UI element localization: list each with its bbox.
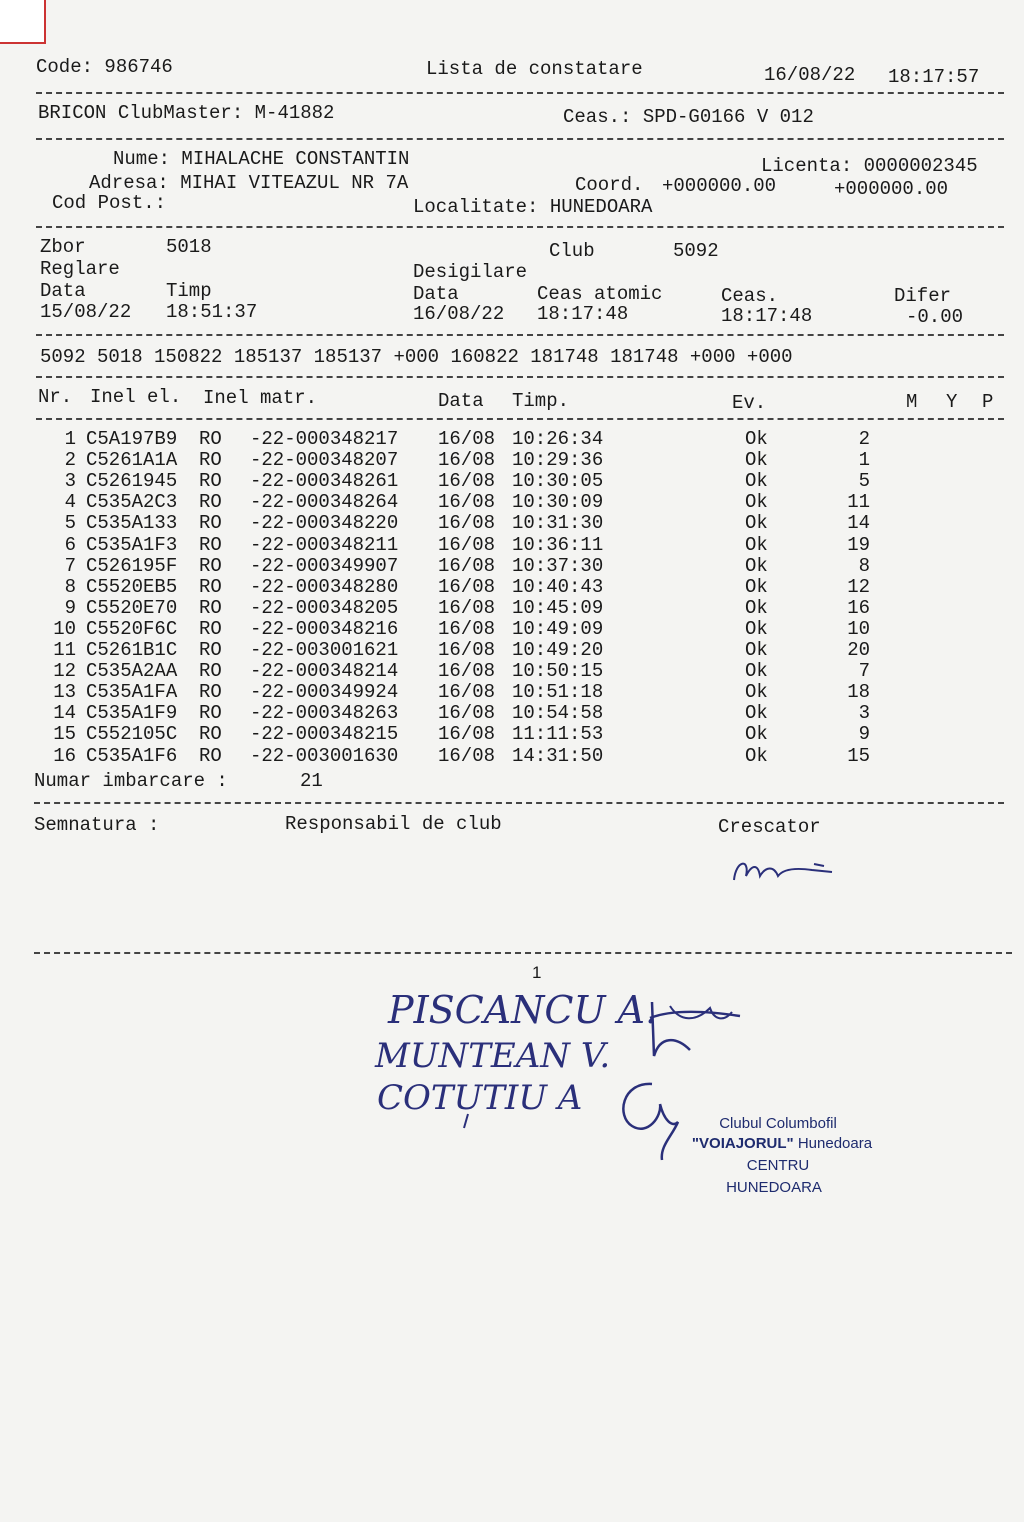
table-cell-matr: -22-000348211 — [250, 533, 399, 556]
stamp-club-name: "VOIAJORUL" — [691, 1135, 794, 1152]
table-cell-data: 16/08 — [438, 639, 496, 661]
table-cell-timp: 10:54:58 — [512, 702, 604, 725]
table-cell-ro: RO — [199, 660, 222, 683]
table-cell-inel: C535A1F3 — [86, 533, 178, 556]
zbor-label: Zbor — [40, 236, 86, 258]
col-nr: Nr. — [38, 386, 73, 408]
table-cell-data: 16/08 — [438, 744, 496, 767]
table-cell-nr: 10 — [53, 617, 76, 640]
table-cell-matr: -22-000348280 — [250, 575, 399, 598]
reglare-timp: 18:51:37 — [166, 301, 258, 323]
document-title: Lista de constatare — [426, 58, 643, 80]
table-cell-matr: -22-000348217 — [250, 428, 399, 450]
table-cell-inel: C535A2C3 — [86, 491, 178, 514]
code-line: 5092 5018 150822 185137 185137 +000 160822 181748 181748 +000 +000 — [40, 346, 793, 368]
table-cell-ro: RO — [199, 596, 222, 619]
table-cell-nr: 16 — [53, 744, 76, 767]
table-cell-data: 16/08 — [438, 512, 496, 535]
desigilare-label: Desigilare — [413, 261, 528, 283]
table-cell-ro: RO — [199, 681, 222, 704]
table-cell-ro: RO — [199, 617, 222, 640]
locality: Localitate: HUNEDOARA — [413, 196, 653, 218]
table-cell-matr: -22-000348205 — [250, 596, 399, 619]
coord-label: Coord. — [575, 174, 644, 196]
table-cell-timp: 10:30:05 — [512, 470, 604, 493]
desig-data-label: Data — [413, 283, 459, 305]
stamp-club-city: Hunedoara — [797, 1135, 873, 1152]
table-cell-matr: -22-000348216 — [250, 617, 399, 640]
table-cell-matr: -22-000348207 — [250, 449, 399, 472]
header-date: 16/08/22 — [764, 64, 856, 86]
table-cell-data: 16/08 — [438, 702, 496, 725]
table-cell-inel: C535A2AA — [86, 660, 178, 683]
table-cell-data: 16/08 — [438, 554, 496, 577]
col-ev: Ev. — [732, 392, 767, 414]
divider — [36, 334, 1004, 336]
table-cell-loc: 15 — [847, 744, 870, 767]
table-cell-inel: C535A133 — [86, 512, 178, 535]
table-cell-nr: 5 — [64, 512, 76, 535]
table-cell-nr: 15 — [53, 723, 76, 746]
table-cell-inel: C5A197B9 — [86, 428, 178, 450]
table-cell-timp: 10:30:09 — [512, 491, 604, 514]
table-cell-matr: -22-000349924 — [250, 681, 399, 704]
table-cell-ev: Ok — [745, 554, 768, 577]
table-cell-matr: -22-000348215 — [250, 723, 399, 746]
divider — [36, 226, 1004, 228]
col-inel-el: Inel el. — [90, 386, 182, 408]
table-cell-timp: 10:37:30 — [512, 554, 604, 577]
ceas-atomic-label: Ceas atomic — [537, 283, 663, 305]
handwritten-name-2: MUNTEAN V. — [375, 1036, 611, 1076]
table-cell-data: 16/08 — [438, 681, 496, 704]
crescator-label: Crescator — [718, 816, 821, 838]
table-cell-loc: 16 — [847, 596, 870, 619]
table-cell-data: 16/08 — [438, 723, 496, 746]
table-cell-matr: -22-000348214 — [250, 660, 399, 683]
table-cell-loc: 11 — [847, 491, 870, 514]
difer-value: -0.00 — [906, 306, 964, 328]
postal-code-label: Cod Post.: — [52, 192, 167, 214]
ceas-atomic-value: 18:17:48 — [537, 303, 629, 325]
table-cell-ev: Ok — [745, 449, 768, 472]
table-cell-nr: 11 — [53, 639, 76, 661]
table-cell-ro: RO — [199, 702, 222, 725]
signature-scribble-1 — [640, 996, 750, 1076]
table-cell-ev: Ok — [745, 575, 768, 598]
table-cell-ev: Ok — [745, 470, 768, 493]
table-cell-inel: C5520F6C — [86, 617, 178, 640]
table-cell-nr: 4 — [64, 491, 76, 514]
table-cell-matr: -22-003001630 — [250, 744, 399, 767]
table-cell-ev: Ok — [745, 744, 768, 767]
table-cell-nr: 12 — [53, 660, 76, 683]
table-cell-timp: 10:51:18 — [512, 681, 604, 704]
reglare-data-label: Data — [40, 280, 86, 302]
page-corner-fold — [0, 0, 46, 44]
table-cell-data: 16/08 — [438, 449, 496, 472]
table-cell-inel: C535A1F6 — [86, 744, 178, 767]
table-cell-timp: 10:29:36 — [512, 449, 604, 472]
coord-x: +000000.00 — [662, 175, 777, 197]
table-cell-timp: 10:36:11 — [512, 533, 604, 556]
difer-label: Difer — [894, 285, 952, 307]
owner-name: Nume: MIHALACHE CONSTANTIN — [113, 148, 410, 170]
stamp-line-4: HUNEDOARA — [726, 1179, 822, 1196]
table-cell-ro: RO — [199, 723, 222, 746]
responsabil-label: Responsabil de club — [285, 813, 502, 835]
table-cell-ev: Ok — [745, 639, 768, 661]
table-cell-timp: 10:49:09 — [512, 617, 604, 640]
table-cell-ev: Ok — [745, 660, 768, 683]
club-value: 5092 — [673, 240, 719, 262]
table-cell-nr: 14 — [53, 702, 76, 725]
table-cell-loc: 3 — [858, 702, 870, 725]
table-cell-ev: Ok — [745, 702, 768, 725]
divider — [36, 418, 1004, 420]
table-cell-data: 16/08 — [438, 491, 496, 514]
table-cell-data: 16/08 — [438, 533, 496, 556]
table-cell-inel: C526195F — [86, 554, 178, 577]
divider — [36, 376, 1004, 378]
table-cell-loc: 19 — [847, 533, 870, 556]
table-cell-loc: 18 — [847, 681, 870, 704]
table-cell-ro: RO — [199, 533, 222, 556]
table-cell-loc: 2 — [858, 428, 870, 450]
owner-address: Adresa: MIHAI VITEAZUL NR 7A — [89, 172, 409, 194]
table-cell-ev: Ok — [745, 512, 768, 535]
table-cell-loc: 10 — [847, 617, 870, 640]
table-cell-loc: 20 — [847, 639, 870, 661]
table-cell-ev: Ok — [745, 681, 768, 704]
table-cell-nr: 8 — [64, 575, 76, 598]
table-cell-timp: 10:50:15 — [512, 660, 604, 683]
table-cell-loc: 14 — [847, 512, 870, 535]
signature-tick — [460, 1112, 472, 1132]
stamp-line-2 — [672, 1134, 892, 1154]
table-cell-ro: RO — [199, 554, 222, 577]
table-cell-ro: RO — [199, 428, 222, 450]
table-cell-timp: 10:49:20 — [512, 639, 604, 661]
numar-imbarcare-label: Numar imbarcare : — [34, 770, 228, 792]
col-p: P — [982, 391, 994, 413]
table-cell-timp: 10:45:09 — [512, 596, 604, 619]
crescator-signature — [728, 850, 838, 890]
table-cell-nr: 9 — [64, 596, 76, 619]
table-cell-timp: 10:31:30 — [512, 512, 604, 535]
table-cell-loc: 12 — [847, 575, 870, 598]
table-cell-data: 16/08 — [438, 617, 496, 640]
table-cell-loc: 5 — [858, 470, 870, 493]
handwritten-name-3: COTUTIU A — [377, 1078, 583, 1118]
table-cell-ev: Ok — [745, 428, 768, 450]
reglare-data: 15/08/22 — [40, 301, 132, 323]
table-cell-nr: 1 — [64, 428, 76, 450]
table-cell-data: 16/08 — [438, 660, 496, 683]
table-cell-inel: C5261945 — [86, 470, 178, 493]
table-cell-ro: RO — [199, 491, 222, 514]
numar-imbarcare-value: 21 — [300, 770, 323, 792]
page-number: 1 — [532, 963, 542, 982]
table-cell-timp: 10:40:43 — [512, 575, 604, 598]
table-cell-inel: C535A1F9 — [86, 702, 178, 725]
club-label: Club — [549, 240, 595, 262]
ceas-label-small: Ceas. — [721, 285, 779, 307]
table-cell-data: 16/08 — [438, 470, 496, 493]
table-cell-ro: RO — [199, 744, 222, 767]
table-cell-inel: C5520EB5 — [86, 575, 178, 598]
col-inel-matr: Inel matr. — [203, 387, 318, 409]
table-cell-inel: C5520E70 — [86, 596, 178, 619]
divider — [34, 952, 1012, 954]
ceas-label: Ceas.: SPD-G0166 V 012 — [563, 106, 814, 128]
col-timp: Timp. — [512, 390, 570, 412]
table-cell-timp: 14:31:50 — [512, 744, 604, 767]
table-cell-data: 16/08 — [438, 596, 496, 619]
header-time: 18:17:57 — [888, 66, 980, 88]
table-cell-nr: 6 — [64, 533, 76, 556]
stamp-line-3: CENTRU — [746, 1157, 810, 1174]
table-cell-loc: 7 — [858, 660, 870, 683]
semnatura-label: Semnatura : — [34, 814, 160, 836]
table-cell-nr: 3 — [64, 470, 76, 493]
table-cell-matr: -22-000349907 — [250, 554, 399, 577]
table-cell-ev: Ok — [745, 596, 768, 619]
table-cell-nr: 13 — [53, 681, 76, 704]
zbor-value: 5018 — [166, 236, 212, 258]
table-cell-ro: RO — [199, 512, 222, 535]
table-cell-matr: -22-000348263 — [250, 702, 399, 725]
handwritten-name-1: PISCANCU A. — [388, 988, 658, 1032]
table-cell-inel: C552105C — [86, 723, 178, 746]
table-cell-ev: Ok — [745, 617, 768, 640]
table-cell-nr: 2 — [64, 449, 76, 472]
desig-data: 16/08/22 — [413, 303, 505, 325]
table-cell-matr: -22-003001621 — [250, 639, 399, 661]
table-cell-ro: RO — [199, 639, 222, 661]
table-cell-loc: 8 — [858, 554, 870, 577]
table-cell-ro: RO — [199, 449, 222, 472]
reglare-timp-label: Timp — [166, 280, 212, 302]
table-cell-ro: RO — [199, 575, 222, 598]
table-cell-ev: Ok — [745, 533, 768, 556]
ceas-value: 18:17:48 — [721, 305, 813, 327]
coord-y: +000000.00 — [834, 178, 949, 200]
col-m: M — [906, 391, 918, 413]
table-cell-matr: -22-000348220 — [250, 512, 399, 535]
table-cell-ev: Ok — [745, 723, 768, 746]
table-cell-inel: C535A1FA — [86, 681, 178, 704]
code-label: Code: 986746 — [36, 56, 173, 78]
table-cell-inel: C5261A1A — [86, 449, 178, 472]
divider — [36, 92, 1004, 94]
table-cell-inel: C5261B1C — [86, 639, 178, 661]
table-cell-data: 16/08 — [438, 428, 496, 450]
table-cell-loc: 9 — [858, 723, 870, 746]
table-cell-data: 16/08 — [438, 575, 496, 598]
reglare-label: Reglare — [40, 258, 120, 280]
divider — [34, 802, 1004, 804]
col-data: Data — [438, 390, 484, 412]
licence-number: Licenta: 0000002345 — [761, 155, 978, 177]
stamp-line-1: Clubul Columbofil — [719, 1115, 837, 1132]
col-y: Y — [946, 391, 958, 413]
divider — [36, 138, 1004, 140]
table-cell-nr: 7 — [64, 554, 76, 577]
table-cell-ro: RO — [199, 470, 222, 493]
table-cell-matr: -22-000348261 — [250, 470, 399, 493]
table-cell-matr: -22-000348264 — [250, 491, 399, 514]
table-cell-loc: 1 — [858, 449, 870, 472]
table-cell-timp: 11:11:53 — [512, 723, 604, 746]
table-cell-ev: Ok — [745, 491, 768, 514]
clubmaster-label: BRICON ClubMaster: M-41882 — [38, 102, 335, 124]
table-cell-timp: 10:26:34 — [512, 428, 604, 450]
